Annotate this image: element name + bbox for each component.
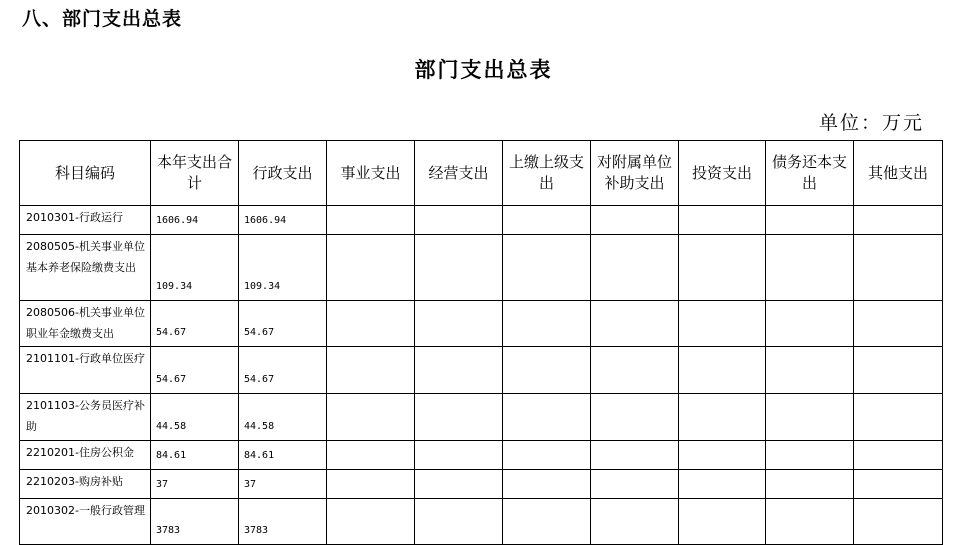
- page-title: 部门支出总表: [414, 58, 553, 82]
- investment-cell: [679, 347, 766, 394]
- operating-cell: [415, 301, 503, 347]
- investment-cell: [679, 441, 766, 470]
- investment-cell: [679, 470, 766, 499]
- debt-cell: [766, 470, 854, 499]
- admin-cell: 54.67: [239, 301, 327, 347]
- subsidy-cell: [591, 470, 679, 499]
- header-admin: 行政支出: [239, 141, 327, 206]
- header-total: 本年支出合计: [151, 141, 239, 206]
- operating-cell: [415, 206, 503, 235]
- other-cell: [854, 301, 943, 347]
- table-row: [20, 347, 943, 394]
- debt-cell: [766, 301, 854, 347]
- admin-cell: 54.67: [239, 347, 327, 394]
- section-heading: 八、部门支出总表: [22, 8, 183, 30]
- subsidy-cell: [591, 441, 679, 470]
- total-cell: 3783: [151, 499, 239, 545]
- business-cell: [327, 301, 415, 347]
- subsidy-cell: [591, 235, 679, 301]
- operating-cell: [415, 235, 503, 301]
- upper-cell: [503, 235, 591, 301]
- debt-cell: [766, 441, 854, 470]
- admin-cell: 44.58: [239, 394, 327, 441]
- other-cell: [854, 499, 943, 545]
- total-cell: 44.58: [151, 394, 239, 441]
- header-debt: 债务还本支出: [766, 141, 854, 206]
- table-row: [20, 235, 943, 301]
- subject-cell: 2101103-公务员医疗补助: [20, 394, 151, 441]
- subject-cell: 2010302-一般行政管理: [20, 499, 151, 545]
- header-business: 事业支出: [327, 141, 415, 206]
- upper-cell: [503, 394, 591, 441]
- subsidy-cell: [591, 301, 679, 347]
- header-upper: 上缴上级支出: [503, 141, 591, 206]
- header-other: 其他支出: [854, 141, 943, 206]
- business-cell: [327, 394, 415, 441]
- subject-cell: 2210201-住房公积金: [20, 441, 151, 470]
- subject-cell: 2080505-机关事业单位基本养老保险缴费支出: [20, 235, 151, 301]
- operating-cell: [415, 441, 503, 470]
- expenditure-table: [19, 140, 943, 545]
- subject-cell: 2101101-行政单位医疗: [20, 347, 151, 394]
- upper-cell: [503, 347, 591, 394]
- debt-cell: [766, 347, 854, 394]
- total-cell: 54.67: [151, 301, 239, 347]
- table-row: [20, 206, 943, 235]
- table-row: [20, 394, 943, 441]
- business-cell: [327, 206, 415, 235]
- subsidy-cell: [591, 499, 679, 545]
- header-investment: 投资支出: [679, 141, 766, 206]
- admin-cell: 37: [239, 470, 327, 499]
- upper-cell: [503, 301, 591, 347]
- operating-cell: [415, 499, 503, 545]
- admin-cell: 3783: [239, 499, 327, 545]
- total-cell: 109.34: [151, 235, 239, 301]
- investment-cell: [679, 394, 766, 441]
- header-subsidy: 对附属单位补助支出: [591, 141, 679, 206]
- admin-cell: 109.34: [239, 235, 327, 301]
- business-cell: [327, 499, 415, 545]
- table-row: [20, 470, 943, 499]
- total-cell: 54.67: [151, 347, 239, 394]
- total-cell: 84.61: [151, 441, 239, 470]
- subject-cell: 2210203-购房补贴: [20, 470, 151, 499]
- subsidy-cell: [591, 394, 679, 441]
- debt-cell: [766, 235, 854, 301]
- subsidy-cell: [591, 206, 679, 235]
- other-cell: [854, 347, 943, 394]
- business-cell: [327, 235, 415, 301]
- upper-cell: [503, 499, 591, 545]
- operating-cell: [415, 394, 503, 441]
- investment-cell: [679, 499, 766, 545]
- operating-cell: [415, 347, 503, 394]
- debt-cell: [766, 499, 854, 545]
- subsidy-cell: [591, 347, 679, 394]
- header-subject-code: 科目编码: [20, 141, 151, 206]
- investment-cell: [679, 206, 766, 235]
- investment-cell: [679, 235, 766, 301]
- table-row: [20, 301, 943, 347]
- total-cell: 1606.94: [151, 206, 239, 235]
- debt-cell: [766, 206, 854, 235]
- table-row: [20, 441, 943, 470]
- other-cell: [854, 235, 943, 301]
- business-cell: [327, 347, 415, 394]
- upper-cell: [503, 441, 591, 470]
- subject-cell: 2080506-机关事业单位职业年金缴费支出: [20, 301, 151, 347]
- table-header-row: [20, 141, 943, 206]
- total-cell: 37: [151, 470, 239, 499]
- debt-cell: [766, 394, 854, 441]
- other-cell: [854, 470, 943, 499]
- business-cell: [327, 470, 415, 499]
- upper-cell: [503, 206, 591, 235]
- header-operating: 经营支出: [415, 141, 503, 206]
- unit-label: 单位：万元: [818, 112, 924, 134]
- table-row: [20, 499, 943, 545]
- other-cell: [854, 441, 943, 470]
- other-cell: [854, 394, 943, 441]
- investment-cell: [679, 301, 766, 347]
- other-cell: [854, 206, 943, 235]
- upper-cell: [503, 470, 591, 499]
- operating-cell: [415, 470, 503, 499]
- business-cell: [327, 441, 415, 470]
- subject-cell: 2010301-行政运行: [20, 206, 151, 235]
- admin-cell: 84.61: [239, 441, 327, 470]
- admin-cell: 1606.94: [239, 206, 327, 235]
